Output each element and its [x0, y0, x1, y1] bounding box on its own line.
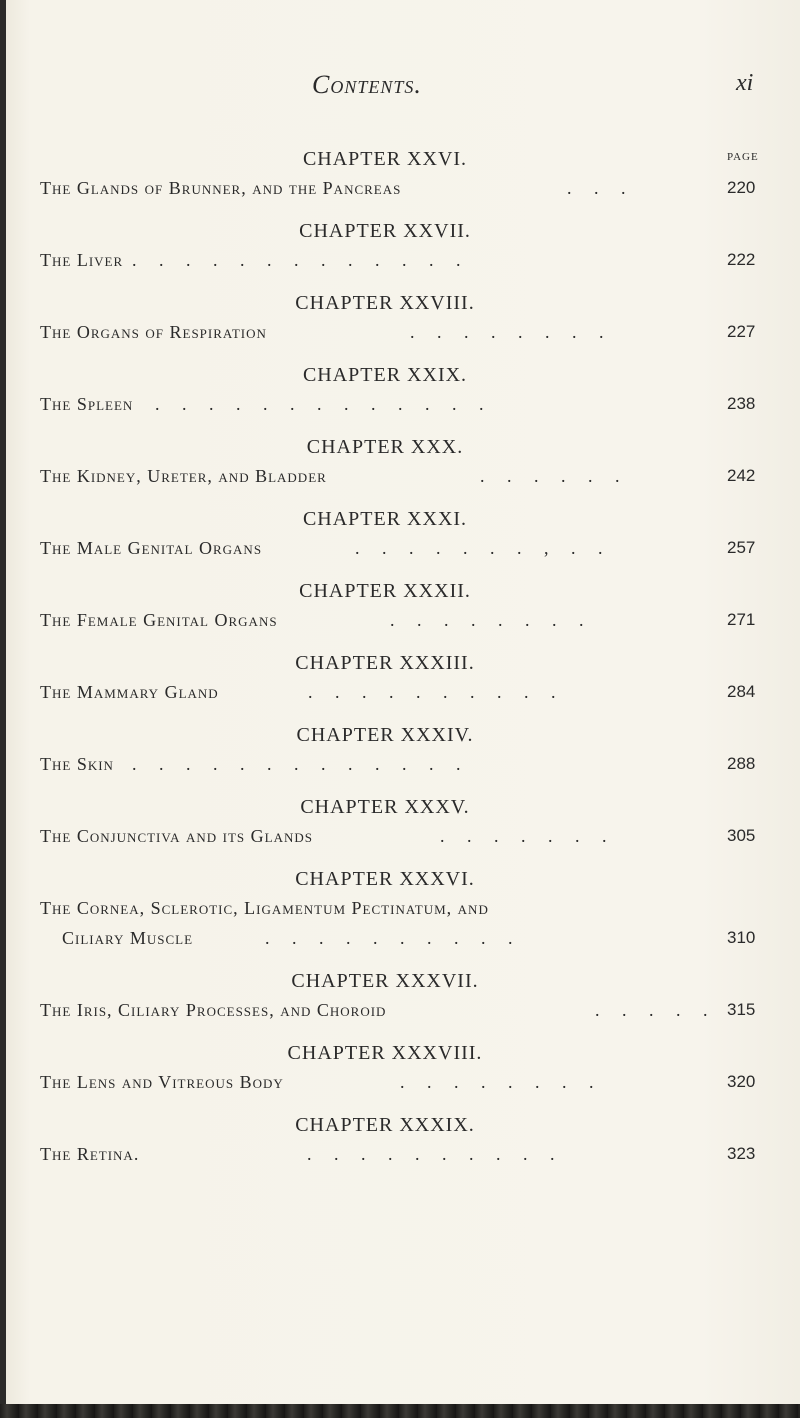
toc-entry [40, 749, 765, 779]
chapter-heading: CHAPTER XXXIX. [295, 1114, 475, 1136]
leader-dots: . . . . . . . . . . . . . [132, 754, 470, 774]
toc-entry [40, 389, 765, 419]
leader-dots: . . . . . . . . . . [265, 928, 522, 948]
leader-dots: . . . . . . . . . . [307, 1144, 564, 1164]
leader-dots: . . . . . . . . . . . . . [132, 250, 470, 270]
page-number: 271 [727, 610, 756, 629]
chapter-heading: CHAPTER XXIX. [302, 364, 468, 386]
page-number: 220 [727, 178, 756, 197]
page-number: 257 [727, 538, 756, 557]
chapter-heading: CHAPTER XXXIV. [296, 724, 474, 746]
chapter-heading: CHAPTER XXXVI. [295, 868, 475, 890]
page-column-label: PAGE [727, 151, 759, 163]
toc-entry [40, 995, 765, 1025]
page-folio: xi [736, 70, 754, 96]
leader-dots: . . . . . . . , . . [355, 538, 612, 558]
chapter-heading: CHAPTER XXVI. [302, 148, 468, 170]
entry-title: The Conjunctiva and its Glands [40, 826, 313, 846]
entry-title: The Liver [40, 250, 124, 270]
page-number: 238 [727, 394, 756, 413]
toc-entry [40, 605, 765, 635]
leader-dots: . . . . . . . . . . . . . [155, 394, 493, 414]
chapter-heading: CHAPTER XXXV. [300, 796, 470, 818]
toc-entry [40, 1139, 765, 1169]
entry-title: The Skin [40, 754, 114, 774]
chapter-heading: CHAPTER XXVIII. [295, 292, 475, 314]
page-number: 242 [727, 466, 756, 485]
page-binding-edge [0, 0, 6, 1418]
entry-title: The Female Genital Organs [40, 610, 278, 630]
entry-title-continuation: Ciliary Muscle [62, 928, 194, 948]
chapter-heading: CHAPTER XXXII. [299, 580, 471, 602]
leader-dots: . . . . . . . . . . [308, 682, 565, 702]
leader-dots: . . . . . . . . [390, 610, 593, 630]
leader-dots: . . . . . . . . [410, 322, 613, 342]
leader-dots: . . . . . . . [440, 826, 616, 846]
entry-title: The Male Genital Organs [40, 538, 263, 558]
toc-entry [40, 317, 765, 347]
chapter-heading: CHAPTER XXXVII. [291, 970, 479, 992]
page-number: 227 [727, 322, 756, 341]
leader-dots: . . . . . . . . [400, 1072, 603, 1092]
toc-entry [40, 173, 765, 203]
table-of-contents [40, 145, 765, 1183]
leader-dots: . . . . . . [480, 466, 629, 486]
leader-dots: . . . . . [595, 1000, 717, 1020]
page-number: 284 [727, 682, 756, 701]
page-number: 320 [727, 1072, 756, 1091]
toc-entry [40, 533, 765, 563]
page-number: 310 [727, 928, 756, 947]
page-number: 323 [727, 1144, 756, 1163]
entry-title: The Cornea, Sclerotic, Ligamentum Pectinatum, and [40, 898, 489, 918]
running-title: Contents. [312, 70, 422, 99]
entry-title: The Spleen [40, 394, 134, 414]
toc-entry [40, 461, 765, 491]
toc-entry [40, 893, 765, 953]
running-head [0, 70, 800, 110]
entry-title: The Glands of Brunner, and the Pancreas [40, 178, 402, 198]
entry-title: The Retina. [40, 1144, 140, 1164]
chapter-heading: CHAPTER XXVII. [299, 220, 471, 242]
entry-title: The Iris, Ciliary Processes, and Choroid [40, 1000, 387, 1020]
chapter-heading: CHAPTER XXX. [306, 436, 464, 458]
toc-entry [40, 1067, 765, 1097]
page-number: 222 [727, 250, 756, 269]
toc-entry [40, 245, 765, 275]
page-bottom-edge [0, 1404, 800, 1418]
page-number: 288 [727, 754, 756, 773]
chapter-heading: CHAPTER XXXI. [302, 508, 468, 530]
leader-dots: . . . [567, 178, 635, 198]
chapter-heading: CHAPTER XXXIII. [295, 652, 475, 674]
entry-title: The Organs of Respiration [40, 322, 267, 342]
page-number: 305 [727, 826, 756, 845]
toc-entry [40, 677, 765, 707]
entry-title: The Lens and Vitreous Body [40, 1072, 284, 1092]
chapter-heading: CHAPTER XXXVIII. [287, 1042, 483, 1064]
toc-entry [40, 821, 765, 851]
entry-title: The Kidney, Ureter, and Bladder [40, 466, 327, 486]
page-number: 315 [727, 1000, 756, 1019]
entry-title: The Mammary Gland [40, 682, 219, 702]
